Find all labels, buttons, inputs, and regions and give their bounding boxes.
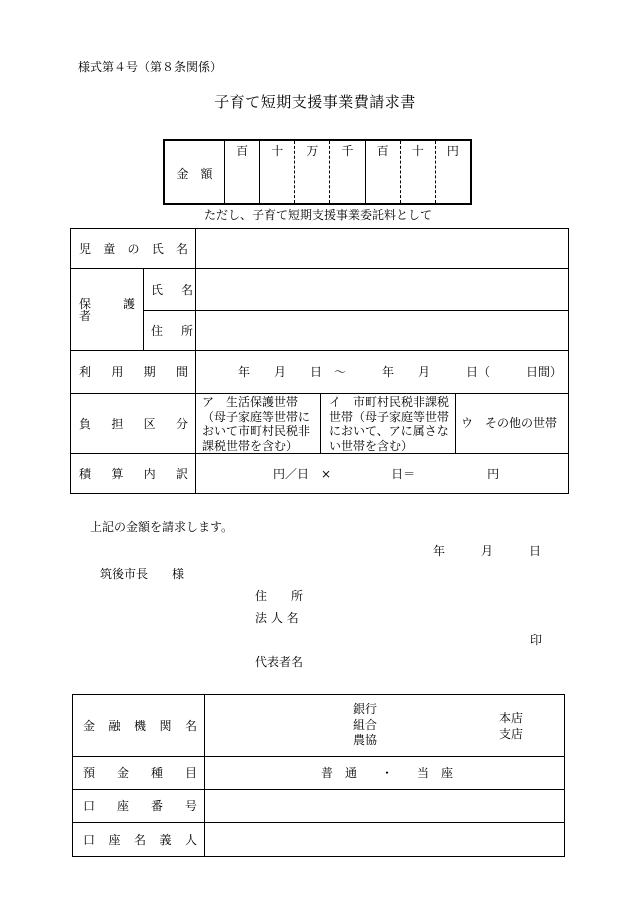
account-holder-row xyxy=(73,823,565,857)
burden-option-a-line: おいて市町村民税非 xyxy=(202,424,311,438)
account-number-label: 口 座 番 号 xyxy=(73,790,205,823)
burden-option-u-line: ウ その他の世帯 xyxy=(461,416,558,431)
amount-label: 金 額 xyxy=(165,141,225,203)
details-table xyxy=(70,228,569,494)
child-name-label: 児 童 の 氏 名 xyxy=(71,229,196,269)
period-row xyxy=(71,351,569,394)
calc-label: 積 算 内 訳 xyxy=(71,454,196,494)
account-holder-label: 口 座 名 義 人 xyxy=(73,823,205,857)
form-number: 様式第４号（第８条関係） xyxy=(78,60,223,74)
amount-digit-columns xyxy=(225,141,470,203)
burden-option-u xyxy=(456,394,569,454)
branch-type-main: 本店 xyxy=(499,711,524,725)
account-holder-value xyxy=(205,823,565,857)
burden-option-i-line: において、アに属さな xyxy=(329,424,449,438)
digit-hundred-col: 百 xyxy=(365,141,400,203)
burden-option-i-line: い世帯を含む） xyxy=(329,438,414,453)
account-number-value xyxy=(205,790,565,823)
claim-date: 年 月 日 xyxy=(433,544,542,558)
institution-type-union: 組合 xyxy=(353,717,378,732)
burden-row xyxy=(71,394,569,454)
deposit-type-row xyxy=(73,757,565,790)
calc-row xyxy=(71,454,569,494)
bank-table xyxy=(72,694,565,857)
burden-option-i-line: 世帯（母子家庭等世帯 xyxy=(329,409,450,424)
guardian-name-label: 氏 名 xyxy=(144,269,196,311)
institution-type-agri: 農協 xyxy=(353,733,378,747)
guardian-name-row xyxy=(71,269,569,311)
burden-option-a xyxy=(196,394,321,454)
claimant-address-label: 住 所 xyxy=(255,589,304,603)
calc-value: 円／日 × 日＝ 円 xyxy=(196,454,569,494)
bank-institution-value xyxy=(205,695,565,757)
child-name-value xyxy=(196,229,569,269)
digit-ten-hundred-thousand-col: 十 xyxy=(259,141,294,203)
guardian-address-value xyxy=(196,311,569,351)
deposit-type-label: 預 金 種 目 xyxy=(73,757,205,790)
period-value: 年 月 日 ～ 年 月 日（ 日間） xyxy=(196,351,569,394)
account-number-row xyxy=(73,790,565,823)
claim-statement: 上記の金額を請求します。 xyxy=(90,520,234,534)
branch-type-branch: 支店 xyxy=(499,726,524,741)
amount-box xyxy=(163,139,472,205)
burden-option-i-line: イ 市町村民税非課税 xyxy=(329,395,450,409)
guardian-label: 保 護 者 xyxy=(71,269,144,351)
burden-option-a-line: 課税世帯を含む） xyxy=(202,438,299,453)
proviso-text: ただし、子育て短期支援事業委託料として xyxy=(203,208,432,222)
digit-hundred-million-col: 百 xyxy=(236,144,249,158)
institution-type-list xyxy=(353,702,377,749)
branch-type-list xyxy=(499,711,523,742)
period-label: 利 用 期 間 xyxy=(71,351,196,394)
guardian-name-value xyxy=(196,269,569,311)
guardian-address-row xyxy=(71,311,569,351)
burden-label: 負 担 区 分 xyxy=(71,394,196,454)
guardian-address-label: 住 所 xyxy=(144,311,196,351)
bank-institution-label: 金 融 機 関 名 xyxy=(73,695,205,757)
claim-addressee: 筑後市長 様 xyxy=(100,567,185,581)
seal-mark: 印 xyxy=(530,633,543,647)
digit-yen-col: 円 xyxy=(435,141,470,203)
burden-option-a-line: ア 生活保護世帯 xyxy=(202,395,299,409)
claimant-corporation-label: 法 人 名 xyxy=(255,611,299,625)
burden-option-a-line: （母子家庭等世帯に xyxy=(202,409,311,424)
digit-thousand-col: 千 xyxy=(329,141,364,203)
bank-institution-row xyxy=(73,695,565,757)
deposit-type-value: 普 通 ・ 当 座 xyxy=(205,757,565,790)
institution-type-bank: 銀行 xyxy=(353,702,378,716)
child-name-row xyxy=(71,229,569,269)
digit-ten-thousand-col: 万 xyxy=(294,141,329,203)
digit-ten-col: 十 xyxy=(400,141,435,203)
page-title: 子育て短期支援事業費請求書 xyxy=(214,93,416,111)
claimant-representative-label: 代表者名 xyxy=(255,655,304,669)
burden-option-i xyxy=(321,394,456,454)
